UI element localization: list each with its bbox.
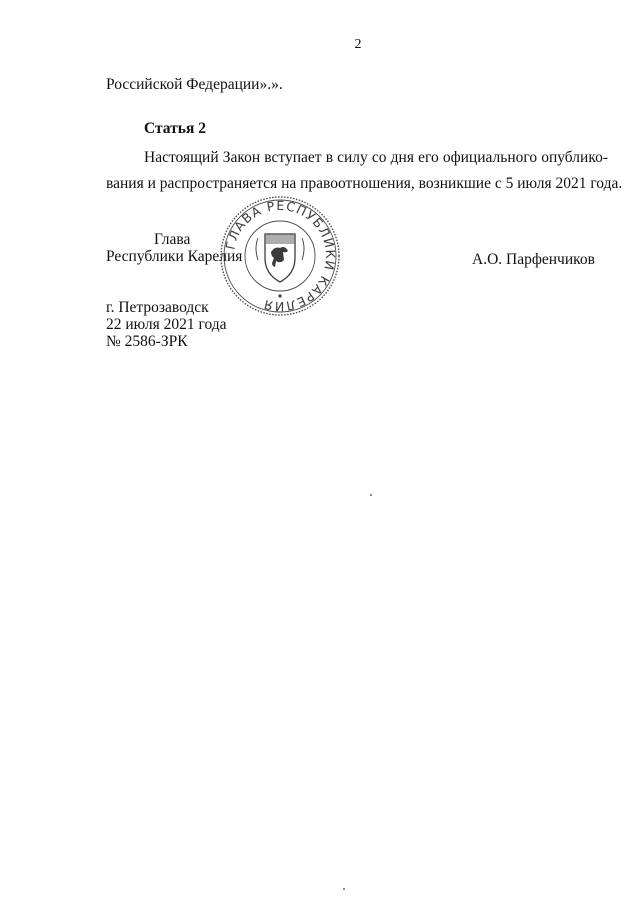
seal-ring-text: ГЛАВА РЕСПУБЛИКИ КАРЕЛИЯ [222, 197, 339, 315]
coat-of-arms-icon [256, 234, 304, 282]
previous-text-end: Российской Федерации».». [106, 76, 283, 93]
signature-title-line-1: Глава [154, 231, 191, 248]
signing-date: 22 июля 2021 года [106, 316, 227, 333]
law-number: № 2586-ЗРК [106, 333, 188, 350]
signing-place: г. Петрозаводск [106, 299, 209, 316]
signatory-name: А.О. Парфенчиков [472, 251, 595, 268]
article-line-1: Настоящий Закон вступает в силу со дня его официального опублико- [144, 149, 608, 166]
signature-title-line-2: Республики Карелия [106, 248, 243, 265]
scan-speck [343, 888, 345, 890]
article-line-2: вания и распространяется на правоотношения, возникшие с 5 июля 2021 года. [106, 175, 623, 192]
article-paragraph [106, 145, 623, 197]
article-heading: Статья 2 [144, 120, 206, 137]
scan-speck [370, 494, 372, 496]
page-number: 2 [354, 37, 362, 52]
